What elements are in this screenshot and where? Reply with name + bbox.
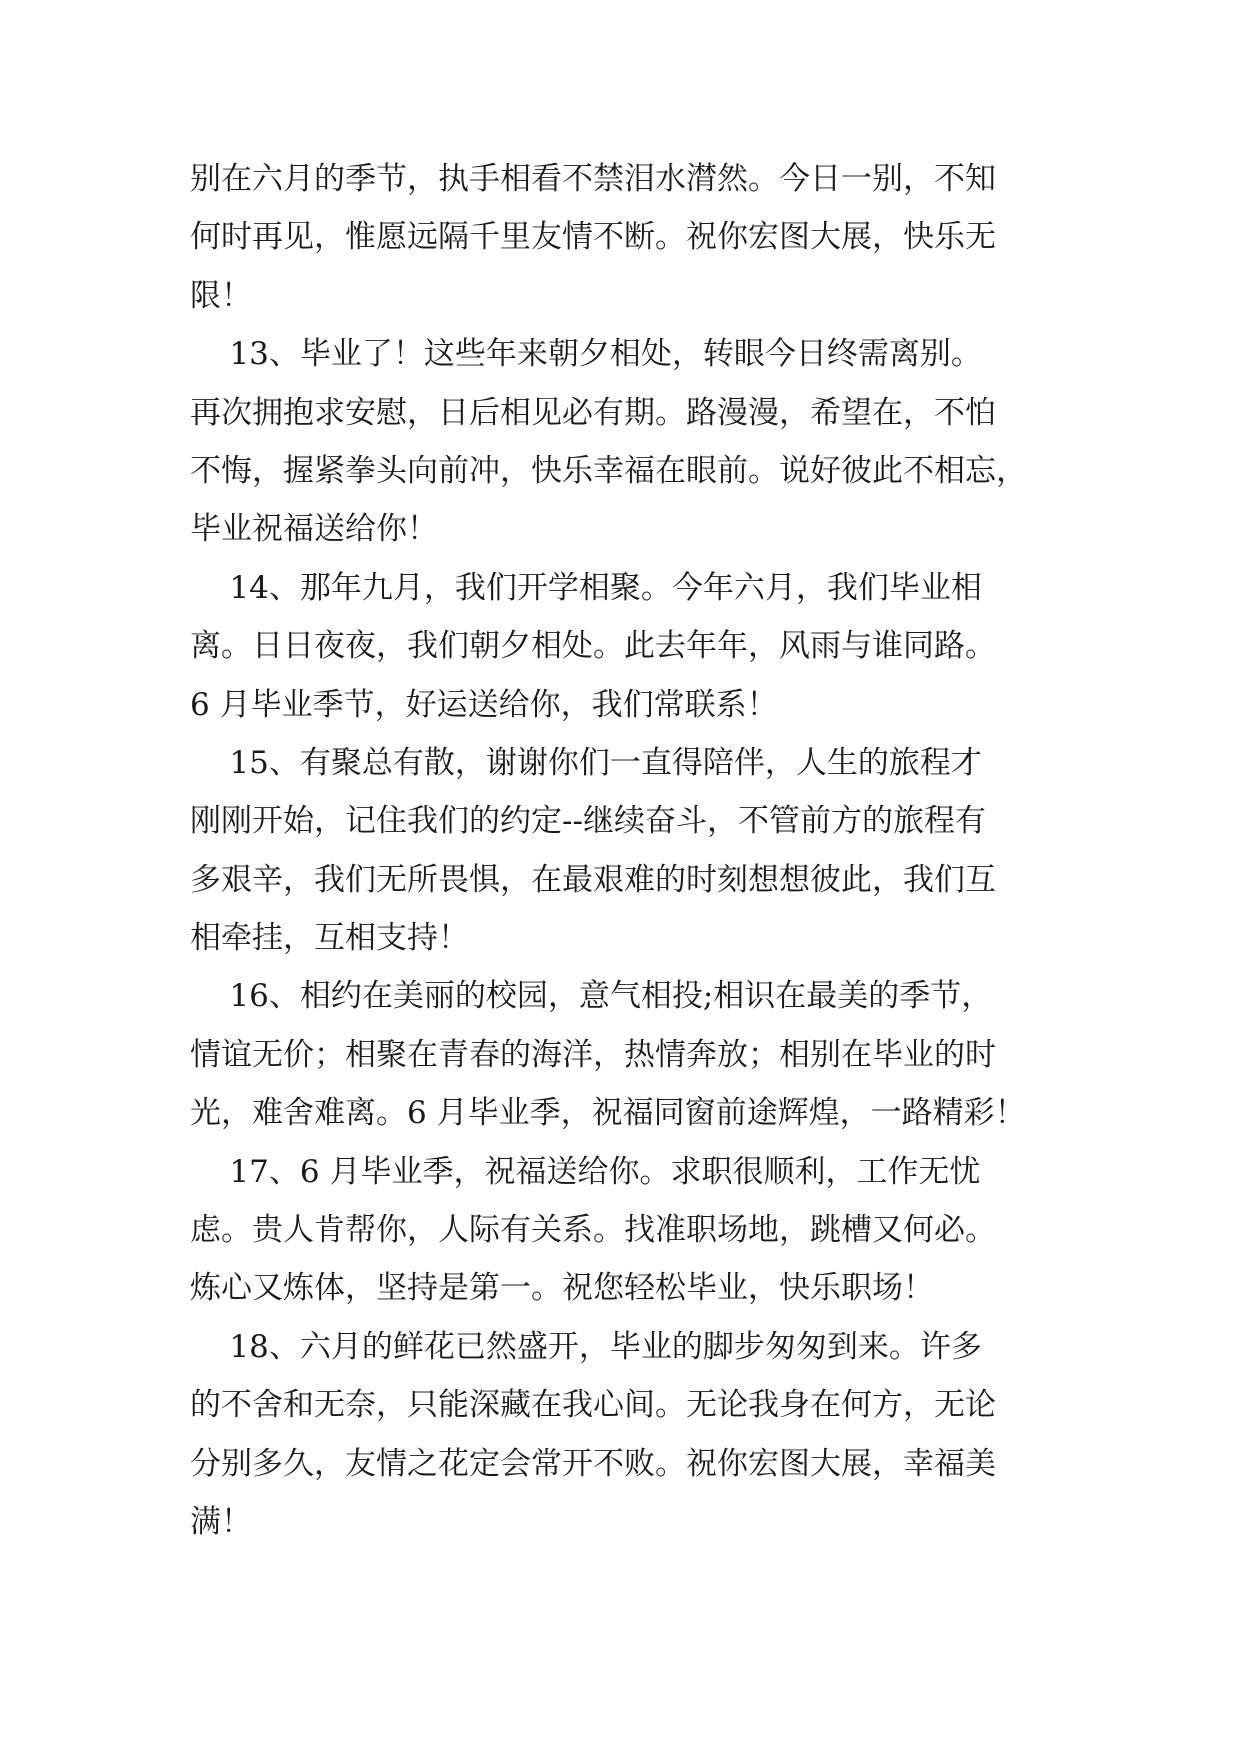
text-line: 15、有聚总有散，谢谢你们一直得陪伴，人生的旅程才 [190, 744, 982, 781]
text-line: 分别多久，友情之花定会常开不败。祝你宏图大展，幸福美 [190, 1445, 996, 1482]
paragraph [190, 1143, 1070, 1318]
paragraph [190, 1318, 1070, 1552]
text-line: 炼心又炼体，坚持是第一。祝您轻松毕业，快乐职场！ [190, 1270, 934, 1307]
text-line: 13、毕业了！这些年来朝夕相处，转眼今日终需离别。 [190, 336, 982, 373]
paragraph [190, 150, 1070, 325]
text-line: 何时再见，惟愿远隔千里友情不断。祝你宏图大展，快乐无 [190, 219, 996, 256]
text-line: 刚刚开始，记住我们的约定--继续奋斗，不管前方的旅程有 [190, 803, 986, 840]
text-line: 满！ [190, 1503, 252, 1540]
paragraph [190, 967, 1070, 1142]
text-line: 不悔，握紧拳头向前冲，快乐幸福在眼前。说好彼此不相忘， [190, 452, 1027, 489]
text-line: 再次拥抱求安慰，日后相见必有期。路漫漫，希望在，不怕 [190, 394, 996, 431]
text-line: 16、相约在美丽的校园，意气相投;相识在最美的季节， [190, 978, 993, 1015]
paragraph [190, 325, 1070, 559]
text-line: 情谊无价；相聚在青春的海洋，热情奔放；相别在毕业的时 [190, 1036, 996, 1073]
text-line: 别在六月的季节，执手相看不禁泪水潸然。今日一别，不知 [190, 161, 996, 197]
text-line: 14、那年九月，我们开学相聚。今年六月，我们毕业相 [190, 569, 982, 606]
text-line: 毕业祝福送给你！ [190, 511, 438, 548]
paragraph [190, 559, 1070, 734]
text-line: 限！ [190, 277, 252, 314]
text-line: 相牵挂，互相支持！ [190, 920, 469, 957]
text-line: 虑。贵人肯帮你，人际有关系。找准职场地，跳槽又何必。 [190, 1212, 996, 1249]
text-line: 光，难舍难离。6 月毕业季，祝福同窗前途辉煌，一路精彩！ [190, 1095, 1026, 1132]
paragraph [190, 734, 1070, 968]
text-line: 离。日日夜夜，我们朝夕相处。此去年年，风雨与谁同路。 [190, 628, 996, 665]
text-line: 17、6 月毕业季，祝福送给你。求职很顺利，工作无忧 [190, 1153, 981, 1190]
text-line: 6 月毕业季节，好运送给你，我们常联系！ [190, 686, 778, 723]
document-body [190, 150, 1070, 1551]
text-line: 的不舍和无奈，只能深藏在我心间。无论我身在何方，无论 [190, 1387, 996, 1424]
text-line: 18、六月的鲜花已然盛开，毕业的脚步匆匆到来。许多 [190, 1328, 982, 1365]
text-line: 多艰辛，我们无所畏惧，在最艰难的时刻想想彼此，我们互 [190, 861, 996, 898]
